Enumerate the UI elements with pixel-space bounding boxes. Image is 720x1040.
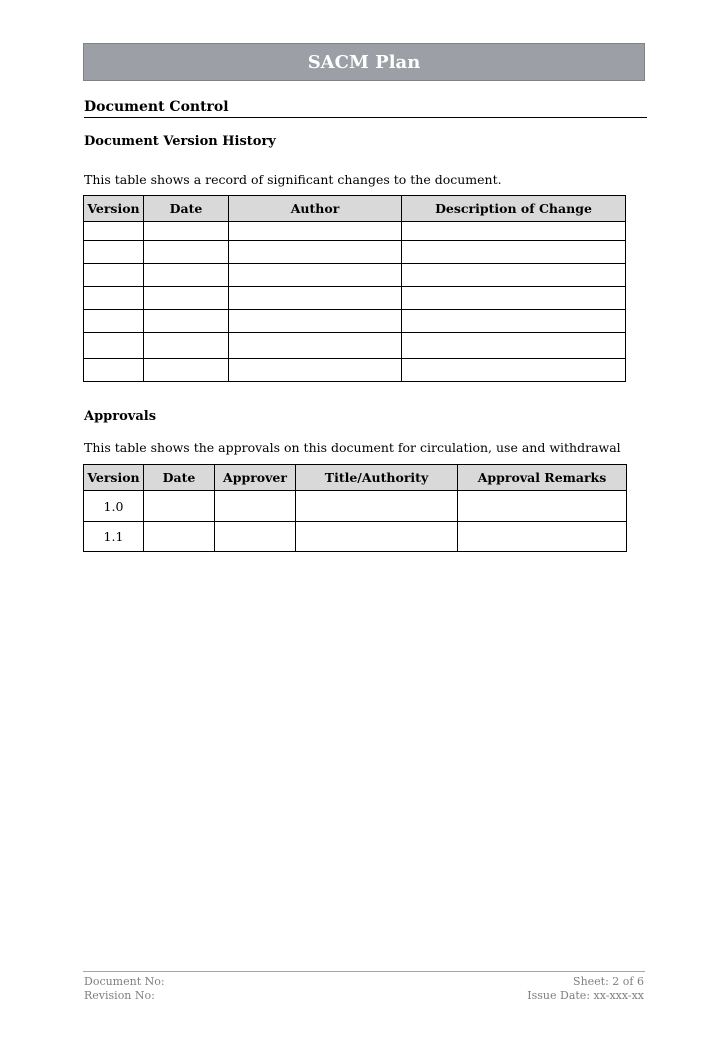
table-cell[interactable] [144, 491, 215, 522]
document-title-banner [83, 43, 645, 81]
table-cell[interactable] [144, 310, 229, 333]
table-cell[interactable] [402, 359, 626, 382]
table-cell[interactable] [84, 359, 144, 382]
table-row [84, 287, 626, 310]
table-cell[interactable] [296, 522, 458, 552]
table-cell[interactable] [84, 333, 144, 359]
table-cell[interactable] [229, 287, 402, 310]
table-cell[interactable] [144, 264, 229, 287]
table-cell[interactable] [215, 522, 296, 552]
table-header-row [84, 196, 626, 222]
column-header: Date [144, 465, 215, 491]
section-heading: Document Control [84, 99, 647, 118]
table-cell[interactable] [402, 241, 626, 264]
table-row [84, 359, 626, 382]
footer-sheet-number: Sheet: 2 of 6 [573, 975, 644, 988]
table-row [84, 310, 626, 333]
table-cell[interactable] [296, 491, 458, 522]
table-cell[interactable] [402, 222, 626, 241]
table-cell[interactable] [458, 522, 627, 552]
table-cell[interactable] [84, 241, 144, 264]
column-header: Description of Change [402, 196, 626, 222]
table-cell[interactable]: 1.1 [84, 522, 144, 552]
table-cell[interactable] [144, 359, 229, 382]
footer-issue-date: Issue Date: xx-xxx-xx [527, 989, 644, 1002]
table-cell[interactable] [229, 264, 402, 287]
approvals-description: This table shows the approvals on this document for circulation, use and withdrawal [84, 440, 621, 455]
version-history-heading: Document Version History [84, 134, 276, 149]
column-header: Version [84, 196, 144, 222]
table-cell[interactable] [144, 241, 229, 264]
table-cell[interactable] [229, 359, 402, 382]
table-header-row [84, 465, 627, 491]
footer-revision-no: Revision No: [84, 989, 155, 1002]
column-header: Author [229, 196, 402, 222]
table-cell[interactable] [458, 491, 627, 522]
table-cell[interactable] [144, 333, 229, 359]
table-cell[interactable] [229, 333, 402, 359]
table-row [84, 522, 627, 552]
table-cell[interactable] [229, 241, 402, 264]
version-history-description: This table shows a record of significant changes to the document. [84, 172, 502, 187]
footer-document-no: Document No: [84, 975, 165, 988]
table-cell[interactable] [402, 264, 626, 287]
table-row [84, 491, 627, 522]
approvals-heading: Approvals [84, 409, 157, 424]
footer-divider [83, 971, 645, 972]
approvals-table [83, 464, 627, 552]
table-row [84, 222, 626, 241]
table-row [84, 241, 626, 264]
column-header: Approver [215, 465, 296, 491]
table-cell[interactable] [84, 264, 144, 287]
document-title: SACM Plan [307, 51, 421, 73]
table-cell[interactable]: 1.0 [84, 491, 144, 522]
table-cell[interactable] [84, 287, 144, 310]
column-header: Version [84, 465, 144, 491]
table-cell[interactable] [402, 287, 626, 310]
table-row [84, 333, 626, 359]
table-cell[interactable] [402, 310, 626, 333]
table-cell[interactable] [144, 522, 215, 552]
column-header: Approval Remarks [458, 465, 627, 491]
version-history-table [83, 195, 626, 382]
table-cell[interactable] [215, 491, 296, 522]
table-cell[interactable] [229, 310, 402, 333]
table-cell[interactable] [229, 222, 402, 241]
table-row [84, 264, 626, 287]
column-header: Date [144, 196, 229, 222]
table-cell[interactable] [84, 222, 144, 241]
table-cell[interactable] [144, 222, 229, 241]
table-cell[interactable] [402, 333, 626, 359]
column-header: Title/Authority [296, 465, 458, 491]
table-cell[interactable] [84, 310, 144, 333]
table-cell[interactable] [144, 287, 229, 310]
